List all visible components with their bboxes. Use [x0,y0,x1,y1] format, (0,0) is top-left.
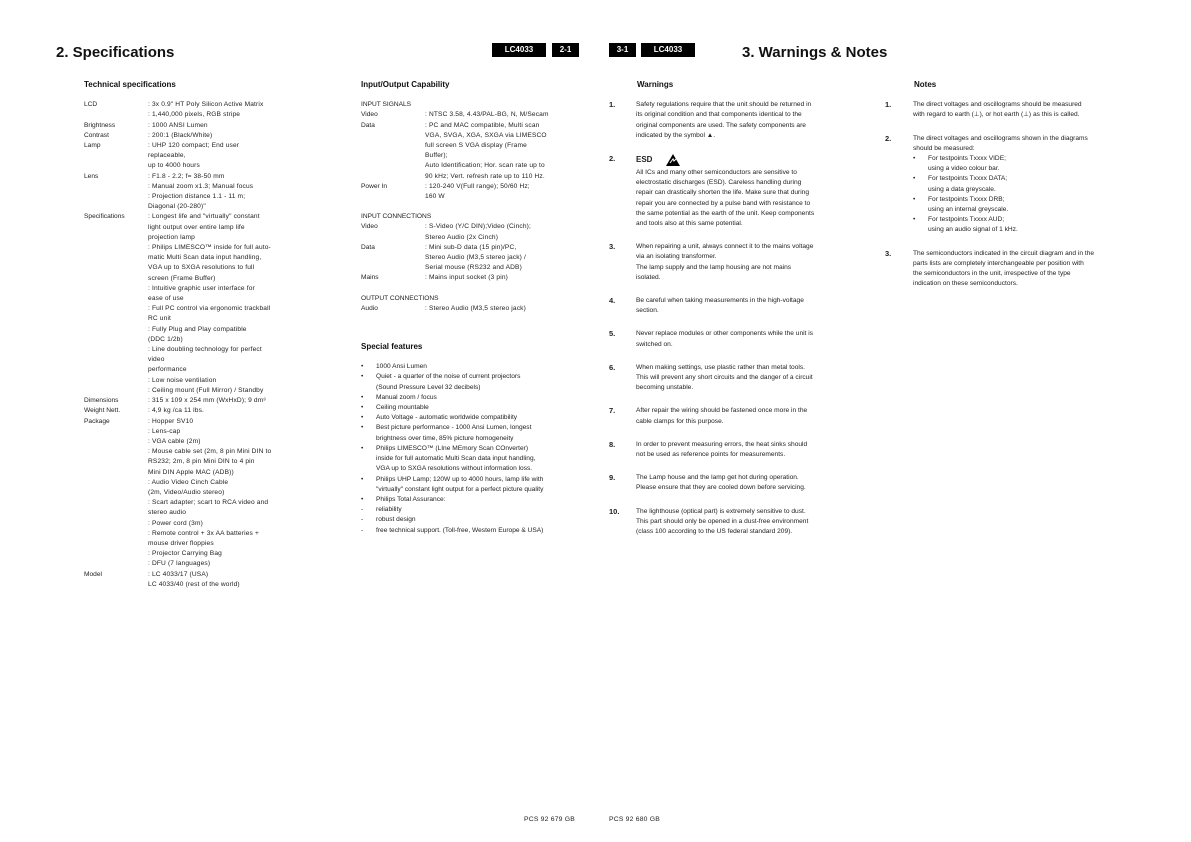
warning-text [636,440,854,460]
feature-text [376,362,593,372]
spec-value-line: : VGA cable (2m) [148,437,201,445]
spec-value-line: light output over entire lamp life [148,223,245,231]
spec-value-line: 90 kHz; Vert. refresh rate up to 110 Hz. [425,172,545,180]
list-item [361,413,593,423]
feature-line: brightness over time, 85% picture homogeneity [376,434,514,442]
list-item [361,505,593,515]
spec-value-line: Mini DIN Apple MAC (ADB)) [148,468,234,476]
feature-line: Quiet - a quarter of the noise of current projectors [376,373,521,381]
note-bullet-line: using an internal greyscale. [928,206,1009,214]
note-number: 1. [885,100,892,110]
spec-value [148,131,324,141]
spec-value-line: Stereo Audio (M3,5 stereo jack) / [425,254,526,262]
warning-item [609,363,854,394]
warning-line: indicated by the symbol ▲. [636,131,716,139]
warning-number: 3. [609,242,616,252]
spec-label: Lens [84,172,99,180]
warning-line: Never replace modules or other components while the unit is [636,330,814,338]
spec-value-line: : Projector Carrying Bag [148,550,222,558]
page-number-badge: 3-1 [609,43,636,57]
warning-line: (class 100 according to the US federal standard 209). [636,528,793,536]
note-number: 2. [885,133,892,143]
spec-value-line: : 200:1 (Black/White) [148,131,213,139]
feature-text [376,526,593,536]
feature-line: reliability [376,506,402,514]
spec-value-line: replaceable, [148,152,186,160]
note-line: with regard to earth (⊥), or hot earth (⊥) as this is called. [913,111,1080,119]
warning-item [609,242,854,283]
bullet-mark: • [913,175,916,183]
spec-value [148,212,324,396]
note-line: parts lists are completely interchangeable per position with [913,259,1084,267]
note-line: The semiconductors indicated in the circuit diagram and in the [913,249,1095,257]
bullet-mark: • [361,404,364,412]
warning-text [636,242,854,283]
note-line: should be measured: [913,144,975,152]
spec-value-line: : Hopper SV10 [148,417,194,425]
chapter-title-warnings-notes: 3. Warnings & Notes [742,44,888,61]
warning-line: isolated. [636,273,661,281]
warning-line: After repair the wiring should be fastened once more in the [636,407,808,415]
warning-line: The Lamp house and the lamp get hot during operation. [636,474,799,482]
list-item [361,495,593,505]
spec-row [361,273,593,283]
list-item [361,515,593,525]
spec-value-line: : 315 x 109 x 254 mm (WxHxD); 9 dm³ [148,397,266,405]
spec-value [425,110,593,120]
warning-line: repair can drastically shorten the life. Make sure that during [636,189,809,197]
feature-line: Ceiling mountable [376,404,429,412]
spec-row [84,121,324,131]
warning-line: via an isolating transformer. [636,253,717,261]
warnings-list [609,100,854,537]
feature-line: Philips UHP Lamp; 120W up to 4000 hours, lamp life with [376,475,544,483]
spec-value-line: (DDC 1/2b) [148,335,183,343]
spec-value-line: : 4,9 kg /ca 11 lbs. [148,407,205,415]
spec-value [148,100,324,120]
warning-text [636,363,854,394]
feature-text [376,495,593,505]
warning-line: When repairing a unit, always connect it to the mains voltage [636,243,814,251]
warning-line: not be used as reference points for measurements. [636,451,786,459]
spec-row [361,243,593,274]
warning-line: This will prevent any short circuits and the danger of a circuit [636,374,813,382]
spec-value-line: : Remote control + 3x AA batteries + [148,529,259,537]
bullet-mark: • [913,216,916,224]
spec-value [148,141,324,172]
feature-text [376,475,593,495]
spec-value-line: : Fully Plug and Play compatible [148,325,247,333]
warning-number: 2. [609,154,616,164]
note-bullet-text [928,195,1135,215]
warning-line: The lighthouse (optical part) is extremely sensitive to dust. [636,507,806,515]
spec-value-line: Buffer); [425,152,448,160]
spec-row [361,110,593,120]
notes-list [885,100,1135,289]
esd-label: ESD [636,154,653,164]
spec-label: LCD [84,101,98,109]
feature-line: "virtually" constant light output for a perfect picture quality [376,485,544,493]
warning-number: 4. [609,296,616,306]
spec-value-line: : NTSC 3.58, 4.43/PAL-BG, N, M/Secam [425,111,549,119]
warning-line: repair you are connected by a pulse band with resistance to [636,199,811,207]
warning-item [609,154,854,229]
warning-text [636,296,854,316]
bullet-mark: • [361,495,364,503]
note-bullet-line: For testpoints Txxxx AUD; [928,216,1005,224]
warning-number: 10. [609,506,620,516]
spec-value-line: RS232; 2m, 8 pin Mini DIN to 4 pin [148,458,255,466]
bullet-mark: • [913,155,916,163]
technical-specifications-list [84,100,324,590]
note-bullet-text [928,215,1135,235]
warning-item [609,440,854,460]
spec-value [148,406,324,416]
feature-text [376,372,593,392]
spec-value-line: : Mouse cable set (2m, 8 pin Mini DIN to [148,448,272,456]
spec-row [84,570,324,590]
list-item [361,475,593,495]
feature-line: free technical support. (Toll-free, Western Europe & USA) [376,526,544,534]
warning-text [636,507,854,538]
spec-value-line: : 1000 ANSI Lumen [148,121,208,129]
feature-line: Manual zoom / focus [376,393,437,401]
spec-value-line: : Longest life and "virtually" constant [148,213,260,221]
esd-heading [636,154,854,166]
note-bullet [913,174,1135,194]
warnings-column [609,80,854,550]
warning-number: 8. [609,439,616,449]
spec-value-line: matic Multi Scan data input handling, [148,254,262,262]
spec-value-line: : Intuitive graphic user interface for [148,284,255,292]
note-bullet [913,154,1135,174]
note-item [885,249,1135,290]
note-bullet-line: using a data greyscale. [928,185,996,193]
feature-line: 1000 Ansi Lumen [376,363,427,371]
feature-text [376,515,593,525]
notes-title: Notes [914,80,937,89]
spec-value-line: 160 W [425,193,445,201]
warning-line: section. [636,307,659,315]
footer-code: PCS 92 679 GB [524,816,575,823]
spec-value-line: : Manual zoom x1.3; Manual focus [148,182,254,190]
list-item [361,393,593,403]
bullet-mark: • [361,363,364,371]
technical-specifications-title: Technical specifications [84,80,176,89]
warning-line: becoming unstable. [636,384,694,392]
spec-row [84,396,324,406]
warning-number: 9. [609,473,616,483]
spec-value-line: screen (Frame Buffer) [148,274,216,282]
input-connections-heading: INPUT CONNECTIONS [361,213,432,221]
bullet-mark: - [361,526,364,534]
note-item [885,134,1135,236]
spec-label: Data [361,243,375,251]
note-bullet-text [928,174,1135,194]
list-item [361,444,593,475]
warning-line: electrostatic discharges (ESD). Careless handling during [636,179,802,187]
spec-value-line: : F1.8 - 2.2; f= 38-50 mm [148,172,225,180]
note-bullet-line: using a video colour bar. [928,165,1000,173]
esd-warning-icon [666,154,680,166]
warning-item [609,100,854,141]
spec-label: Audio [361,304,378,312]
spec-row [361,182,593,202]
spec-value-line: : Power cord (3m) [148,519,203,527]
warning-line: Safety regulations require that the unit should be returned in [636,101,812,109]
bullet-mark: • [361,424,364,432]
note-text [913,100,1135,120]
note-bullet-line: For testpoints Txxxx DATA; [928,175,1008,183]
spec-row [84,212,324,396]
warning-text [636,406,854,426]
spec-row [361,222,593,242]
note-text [913,134,1135,236]
spec-value [425,121,593,182]
warning-item [609,329,854,349]
spec-value [148,121,324,131]
left-page [0,0,595,842]
spec-label: Contrast [84,131,109,139]
spec-label: Lamp [84,142,101,150]
warning-line: the same potential as the earth of the unit. Keep components [636,209,815,217]
warning-item [609,406,854,426]
spec-label: Weight Nett. [84,407,121,415]
output-connections-list [361,304,593,314]
spec-value-line: : 3x 0.9" HT Poly Silicon Active Matrix [148,101,264,109]
warning-text [636,154,854,229]
spec-value [425,273,593,283]
spec-row [84,100,324,120]
technical-specifications-column [84,80,324,590]
note-line: The direct voltages and oscillograms shown in the diagrams [913,134,1088,142]
warning-line: switched on. [636,340,673,348]
spec-label: Package [84,417,110,425]
warning-line: Please ensure that they are cooled down before servicing. [636,484,806,492]
spec-value-line: projection lamp [148,233,195,241]
warnings-title: Warnings [637,80,674,89]
feature-line: Philips LIMESCO™ (LIne MEmory Scan COnverter) [376,444,529,452]
spec-value-line: : 1,440,000 pixels, RGB stripe [148,111,241,119]
spec-label: Dimensions [84,397,119,405]
spec-label: Video [361,111,378,119]
spec-value-line: : UHP 120 compact; End user [148,142,240,150]
spec-value-line: : Projection distance 1.1 - 11 m; [148,193,246,201]
special-features-title: Special features [361,342,423,352]
note-line: The direct voltages and oscillograms should be measured [913,101,1082,109]
spec-value [148,396,324,406]
warning-line: When making settings, use plastic rather than metal tools. [636,363,805,371]
special-features-list [361,362,593,535]
bullet-mark: • [361,393,364,401]
spec-label: Mains [361,274,379,282]
chapter-title-specifications: 2. Specifications [56,44,175,61]
spec-value-line: : PC and MAC compatible, Multi scan [425,121,540,129]
feature-text [376,393,593,403]
spec-value-line: : 120-240 V(Full range); 50/60 Hz; [425,182,530,190]
feature-line: Philips Total Assurance: [376,495,446,503]
spec-value-line: : Mini sub-D data (15 pin)/PC, [425,243,517,251]
spec-value [148,417,324,570]
feature-line: (Sound Pressure Level 32 decibels) [376,383,481,391]
note-line: the semiconductors in the unit, irrespective of the type [913,270,1071,278]
spec-value-line: : Stereo Audio (M3,5 stereo jack) [425,304,526,312]
warning-text [636,473,854,493]
warning-line: All ICs and many other semiconductors are sensitive to [636,169,797,177]
warning-line: In order to prevent measuring errors, the heat sinks should [636,440,808,448]
spec-value-line: performance [148,366,187,374]
spec-value-line: : Full PC control via ergonomic trackball [148,305,271,313]
feature-text [376,413,593,423]
warning-number: 5. [609,329,616,339]
spec-value-line: : LC 4033/17 (USA) [148,570,209,578]
list-item [361,423,593,443]
list-item [361,526,593,536]
bullet-mark: - [361,506,364,514]
spec-value-line: ease of use [148,295,184,303]
spec-value-line: up to 4000 hours [148,162,200,170]
spec-row [84,141,324,172]
spec-value [148,570,324,590]
page-number-badge: 2-1 [552,43,579,57]
spec-value-line: full screen S VGA display (Frame [425,142,527,150]
warning-line: Be careful when taking measurements in the high-voltage [636,297,804,305]
warning-line: its original condition and that components identical to the [636,111,802,119]
model-badge: LC4033 [641,43,695,57]
note-text [913,249,1135,290]
spec-row [84,172,324,213]
spec-value-line: RC unit [148,315,172,323]
spec-value-line: LC 4033/40 (rest of the world) [148,580,240,588]
bullet-mark: • [361,475,364,483]
spec-row [84,406,324,416]
list-item [361,362,593,372]
warning-line: This part should only be opened in a dust-free environment [636,517,809,525]
note-bullet-text [928,154,1135,174]
warning-line: cable clamps for this purpose. [636,417,724,425]
warning-item [609,473,854,493]
feature-text [376,403,593,413]
note-item [885,100,1135,120]
spec-row [84,131,324,141]
spec-label: Brightness [84,121,116,129]
spec-row [361,121,593,182]
warning-line: The lamp supply and the lamp housing are not mains [636,263,792,271]
spec-value-line: Stereo Audio (2x Cinch) [425,233,499,241]
spec-value-line: : Scart adapter; scart to RCA video and [148,499,269,507]
spec-value-line: VGA, SVGA, XGA, SXGA via LIMESCO [425,131,547,139]
bullet-mark: • [361,373,364,381]
spec-value-line: Auto Identification; Hor. scan rate up to [425,162,545,170]
spec-row [361,304,593,314]
feature-line: inside for full automatic Multi Scan data input handling, [376,455,536,463]
model-badge: LC4033 [492,43,546,57]
warning-number: 1. [609,100,616,110]
note-number: 3. [885,248,892,258]
spec-row [84,417,324,570]
spec-value-line: (2m, Video/Audio stereo) [148,488,225,496]
spec-label: Power In [361,182,388,190]
spec-value-line: : DFU (7 languages) [148,560,211,568]
feature-text [376,444,593,475]
spec-value-line: : Mains input socket (3 pin) [425,274,508,282]
warning-line: original components are used. The safety components are [636,121,806,129]
note-bullet [913,215,1135,235]
list-item [361,372,593,392]
spec-value-line: Diagonal (20-280)" [148,203,206,211]
io-capability-title: Input/Output Capability [361,80,450,89]
spec-label: Specifications [84,213,125,221]
input-signals-heading: INPUT SIGNALS [361,101,412,109]
spec-value-line: mouse driver floppies [148,539,214,547]
note-line: indication on these semiconductors. [913,280,1018,288]
feature-line: VGA up to SXGA resolutions without information loss. [376,465,533,473]
io-capability-column [361,80,593,536]
bullet-mark: • [913,195,916,203]
output-connections-heading: OUTPUT CONNECTIONS [361,294,439,302]
spec-value-line: : Ceiling mount (Full Mirror) / Standby [148,386,264,394]
warning-item [609,507,854,538]
warning-number: 7. [609,406,616,416]
spec-label: Model [84,570,102,578]
spec-value-line: VGA up to SXGA resolutions to full [148,264,255,272]
spec-value-line: : Line doubling technology for perfect [148,346,262,354]
spec-label: Video [361,223,378,231]
feature-text [376,505,593,515]
spec-value-line: : Audio Video Cinch Cable [148,478,229,486]
spec-value [425,243,593,274]
bullet-mark: - [361,516,364,524]
right-page [596,0,1191,842]
warning-text [636,329,854,349]
note-bullet [913,195,1135,215]
spec-value-line: : Lens-cap [148,427,181,435]
warning-text [636,100,854,141]
input-signals-list [361,110,593,202]
spec-value-line: : S-Video (Y/C DIN);Video (Cinch); [425,223,531,231]
bullet-mark: • [361,414,364,422]
note-bullet-line: For testpoints Txxxx VIDE; [928,155,1006,163]
feature-text [376,423,593,443]
spec-value-line: video [148,356,165,364]
spec-value-line: : Low noise ventilation [148,376,217,384]
spec-value-line: stereo audio [148,509,187,517]
spec-value-line: Serial mouse (RS232 and ADB) [425,264,522,272]
feature-line: Best picture performance - 1000 Ansi Lumen, longest [376,424,532,432]
spec-value-line: : Philips LIMESCO™ inside for full auto- [148,244,271,252]
note-bullet-line: For testpoints Txxxx DRB; [928,195,1005,203]
input-connections-list [361,222,593,283]
feature-line: robust design [376,516,416,524]
note-bullet-line: using an audio signal of 1 kHz. [928,226,1018,234]
spec-value [425,222,593,242]
footer-code: PCS 92 680 GB [609,816,660,823]
warning-number: 6. [609,362,616,372]
spec-value [425,182,593,202]
spec-value [148,172,324,213]
notes-column [885,80,1135,302]
warning-item [609,296,854,316]
spec-label: Data [361,121,375,129]
list-item [361,403,593,413]
spec-value [425,304,593,314]
bullet-mark: • [361,444,364,452]
warning-line: and tools also at this same potential. [636,220,743,228]
feature-line: Auto Voltage - automatic worldwide compatibility [376,414,518,422]
